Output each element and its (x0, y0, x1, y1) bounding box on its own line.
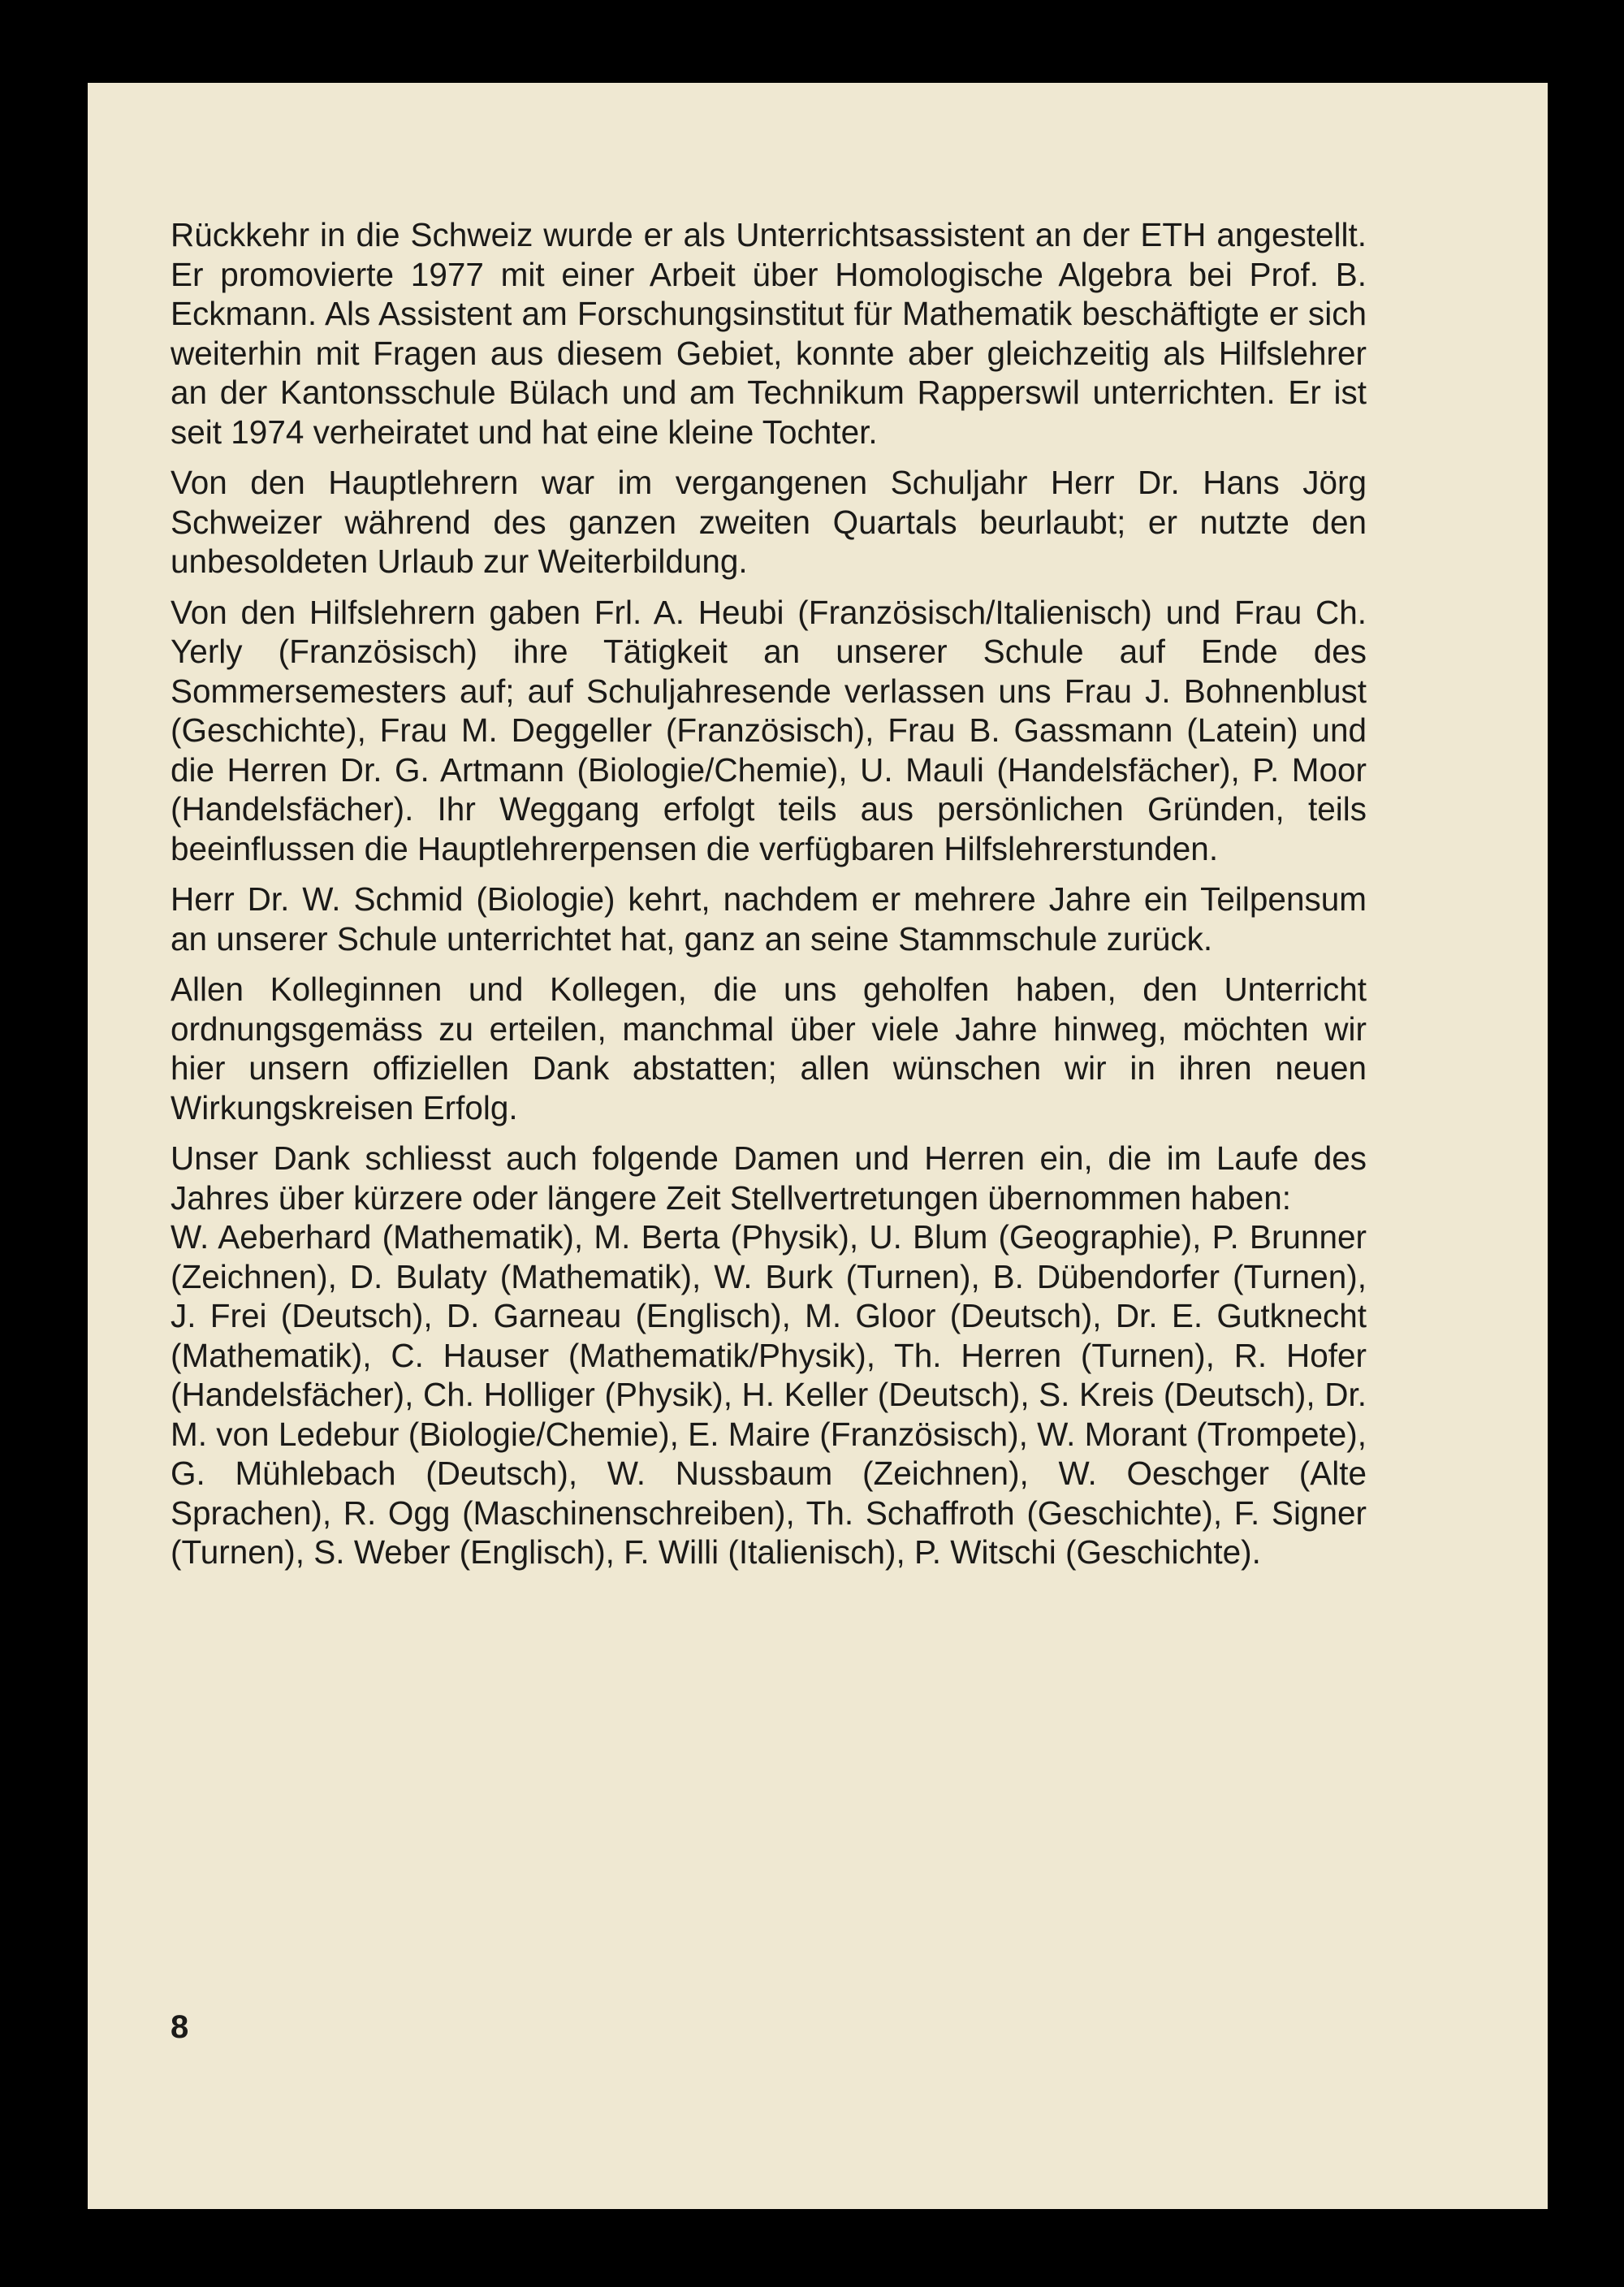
page-number: 8 (171, 2009, 189, 2045)
paragraph-thanks-colleagues: Allen Kolleginnen und Kollegen, die uns geholfen haben, den Unterricht ordnungsgemäss zu erteilen, manchmal über viele Jahre hinweg, möchten wir hier unsern offiziellen Dank abstatten; allen wünschen wir in ihren neuen Wirkungskreisen Erfolg. (171, 971, 1367, 1126)
body-text (171, 215, 1367, 1584)
paragraph-substitutes-list: W. Aeberhard (Mathematik), M. Berta (Physik), U. Blum (Geographie), P. Brunner (Zeichnen), D. Bulaty (Mathematik), W. Burk (Turnen), B. Dübendorfer (Turnen), J. Frei (Deutsch), D. Garneau (Englisch), M. Gloor (Deutsch), Dr. E. Gutknecht (Mathematik), C. Hauser (Mathematik/Physik), Th. Herren (Turnen), R. Hofer (Handelsfächer), Ch. Holliger (Physik), H. Keller (Deutsch), S. Kreis (Deutsch), Dr. M. von Ledebur (Biologie/Chemie), E. Maire (Französisch), W. Morant (Trompete), G. Mühlebach (Deutsch), W. Nussbaum (Zeichnen), W. Oeschger (Alte Sprachen), R. Ogg (Maschinenschreiben), Th. Schaffroth (Geschichte), F. Signer (Turnen), S. Weber (Englisch), F. Willi (Italienisch), P. Witschi (Geschichte). (171, 1218, 1367, 1571)
paragraph-return-to-switzerland: Rückkehr in die Schweiz wurde er als Unterrichtsassistent an der ETH angestellt. Er promovierte 1977 mit einer Arbeit über Homologische Algebra bei Prof. B. Eckmann. Als Assistent am Forschungsinstitut für Mathematik beschäftigte er sich weiterhin mit Fragen aus diesem Gebiet, konnte aber gleichzeitig als Hilfslehrer an der Kantonsschule Bülach und am Technikum Rapperswil unterrichten. Er ist seit 1974 verheiratet und hat eine kleine Tochter. (171, 216, 1367, 451)
paragraph-main-teachers-leave: Von den Hauptlehrern war im vergangenen Schuljahr Herr Dr. Hans Jörg Schweizer während des ganzen zweiten Quartals beurlaubt; er nutzte den unbesoldeten Urlaub zur Weiterbildung. (171, 464, 1367, 580)
paragraph-assistant-teachers-departures: Von den Hilfslehrern gaben Frl. A. Heubi (Französisch/Italienisch) und Frau Ch. Yerly (Französisch) ihre Tätigkeit an unserer Schule auf Ende des Sommersemesters auf; auf Schuljahresende verlassen uns Frau J. Bohnenblust (Geschichte), Frau M. Deggeller (Französisch), Frau B. Gassmann (Latein) und die Herren Dr. G. Artmann (Biologie/Chemie), U. Mauli (Handelsfächer), P. Moor (Handelsfächer). Ihr Weggang erfolgt teils aus persönlichen Gründen, teils beeinflussen die Hauptlehrerpensen die verfügbaren Hilfslehrerstunden. (171, 593, 1367, 867)
paragraph-thanks-substitutes-intro: Unser Dank schliesst auch folgende Damen und Herren ein, die im Laufe des Jahres über kürzere oder längere Zeit Stellvertretungen übernommen haben: (171, 1139, 1367, 1217)
paragraph-dr-schmid: Herr Dr. W. Schmid (Biologie) kehrt, nachdem er mehrere Jahre ein Teilpensum an unserer Schule unterrichtet hat, ganz an seine Stammschule zurück. (171, 880, 1367, 958)
